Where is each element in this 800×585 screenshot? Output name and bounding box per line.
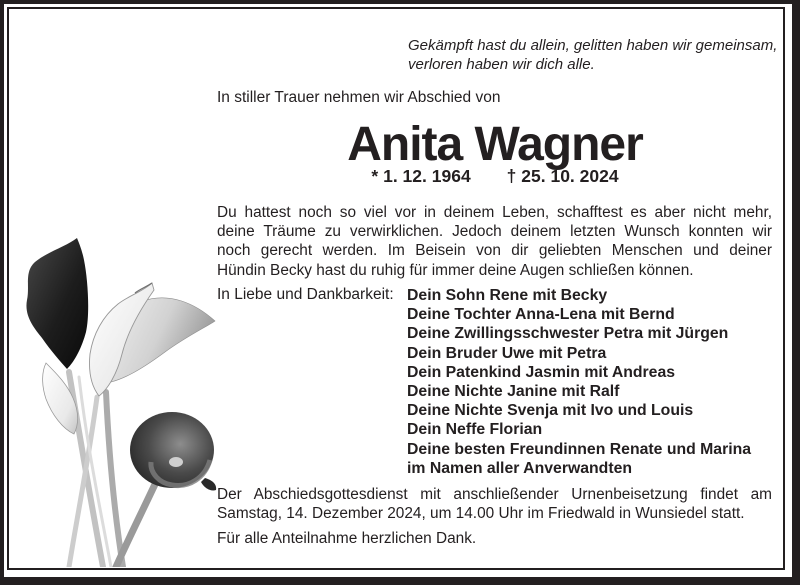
mourner-line: Deine Zwillingsschwester Petra mit Jürgen xyxy=(407,325,729,343)
mourner-line: Deine Nichte Janine mit Ralf xyxy=(407,383,620,401)
epigraph-line: verloren haben wir dich alle. xyxy=(408,56,595,73)
calla-lily-photo xyxy=(9,222,239,567)
epigraph-line: Gekämpft hast du allein, gelitten haben wir gemeinsam, xyxy=(408,37,778,54)
epigraph-quote xyxy=(408,36,780,74)
mourner-line: im Namen aller Anverwandten xyxy=(407,459,633,477)
mourners-list xyxy=(407,286,751,478)
mourner-line: Dein Sohn Rene mit Becky xyxy=(407,287,608,304)
gratitude-line: Für alle Anteilnahme herzlichen Dank. xyxy=(217,530,477,547)
service-line: Der Abschiedsgottesdienst mit anschließender Urnenbeisetzung findet am xyxy=(217,486,772,503)
service-line: Samstag, 14. Dezember 2024, um 14.00 Uhr im Friedwald in Wunsiedel statt. xyxy=(217,505,745,523)
obituary-line: Hündin Becky hast du ruhig für immer deine Augen schließen können. xyxy=(217,261,694,279)
service-announcement xyxy=(217,485,772,523)
mourner-line: Deine besten Freundinnen Renate und Marina xyxy=(407,440,752,458)
intro-line: In stiller Trauer nehmen wir Abschied von xyxy=(217,89,501,106)
closing-label: In Liebe und Dankbarkeit: xyxy=(217,286,394,303)
obituary-line: Du hattest noch so viel vor in deinem Leben, schafftest es aber nicht mehr, xyxy=(217,204,772,221)
mourner-line: Dein Patenkind Jasmin mit Andreas xyxy=(407,363,676,381)
obituary-line: deine Träume zu verwirklichen. Jedoch deinem letzten Wunsch konnten wir xyxy=(217,223,772,241)
birth-date: * 1. 12. 1964 xyxy=(371,166,471,186)
death-date: † 25. 10. 2024 xyxy=(506,166,619,186)
mourner-line: Dein Neffe Florian xyxy=(407,421,543,439)
obituary-line: noch gerecht werden. Im Beisein von dir geliebten Menschen und deiner xyxy=(217,242,772,260)
mourner-line: Deine Tochter Anna-Lena mit Bernd xyxy=(407,306,675,324)
mourner-line: Dein Bruder Uwe mit Petra xyxy=(407,344,607,362)
life-dates xyxy=(218,166,772,187)
mourner-line: Deine Nichte Svenja mit Ivo und Louis xyxy=(407,402,694,420)
deceased-name: Anita Wagner xyxy=(347,118,643,171)
obituary-paragraph xyxy=(217,203,772,280)
